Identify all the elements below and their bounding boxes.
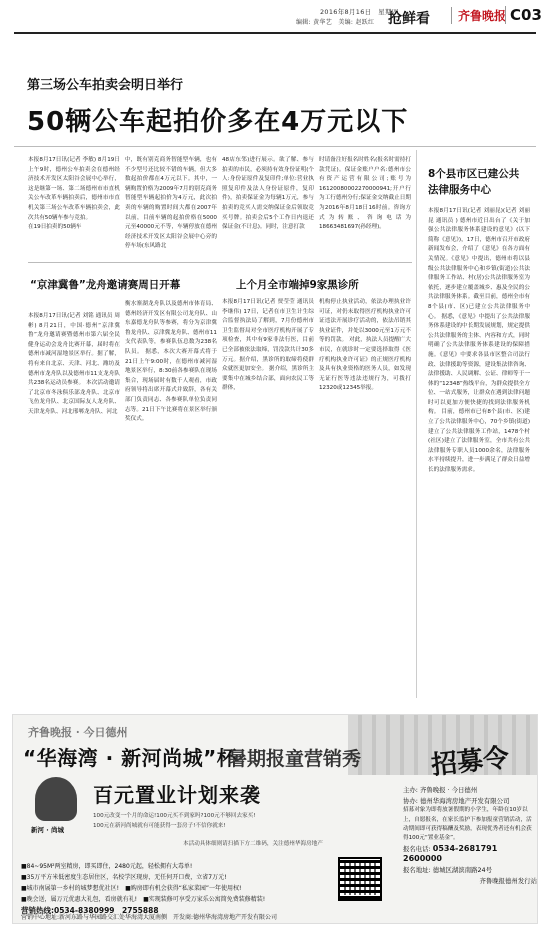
newspaper-logo: 齐鲁晚报 xyxy=(451,7,506,24)
ad-subtitle: 暑期报童营销秀 xyxy=(228,748,362,770)
story-dragonboat-col1: 本报8月17日讯(记者 刘铭 通讯员 周彬) 8月21日，中国·德州“京津冀鲁”龙舟邀请赛暨德州市第六届全民健身运动会龙舟比赛开幕，届时将在德州市减河湿地景区举行。据了解，将有来自北京、天津、河北、潍坊及德州市龙舟队以及德州市11支龙舟队共238名运动员参赛。 本次活动邀请了北京市冬泳俱乐部龙舟队、北京市飞鱼龙舟队、北京国际友人龙舟队、天津龙舟队、河北邢郸龙舟队、河北 xyxy=(28,313,120,415)
issue-date: 2016年8月16日 星期四 xyxy=(320,8,399,16)
ad-address: 报名地址: 德城区湖滨南路24号 xyxy=(403,866,493,874)
story-dragonboat-title: “京津冀鲁”龙舟邀请赛周日开幕 xyxy=(30,279,181,291)
editor-credits: 编辑: 黄华艺 美编: 赵跃红 xyxy=(296,19,375,26)
ad-recruit-label: 招募令 xyxy=(429,742,511,781)
qr-code-icon xyxy=(338,857,382,901)
lead-column-4: 时请备注好报名时姓名(报名时需持打款凭证)。保证金账户户名:德州市公有资产运营有限公司;账号为16120080002270000941;开户行为工行德州分行;保证金交纳截止日期为2016年8月18日16时前。咨询方式为转账、咨询电话为18663481697(孙经理)。 xyxy=(319,157,411,231)
header-rule xyxy=(14,32,536,34)
story-legal-title: 8个县市区已建公共法律服务中心 xyxy=(428,168,520,196)
list-item: ■35万平方米低密度生态居住区，名校学区现房，无任何开口费，立省7万元! xyxy=(21,874,227,881)
page-header xyxy=(0,0,550,36)
advertisement xyxy=(12,714,538,924)
column-divider xyxy=(416,150,417,698)
ad-brand: 齐鲁晚报 · 今日德州 xyxy=(28,726,128,739)
story-clinic-col1: 本报8月17日讯(记者 贾莹莹 通讯员 李继伟) 17日，记者在市卫生计生综合监督执法局了解到，7月份德州市卫生监督局对全市医疗机构开展了专项检查，其中有9家非法行医，目前已全部被依法取缔，罚没款共计30多万元。据介绍，黑诊所的取缔将使群众就医更加安全。 据介绍，黑诊所主要集中在城乡结合部，面向农民工等群体， xyxy=(222,299,314,392)
ad-hotline: 营销热线:0534-8380999 2755888 xyxy=(21,906,159,915)
ad-fine-line-1: 100元改变一个月的命运!100元买不到家吗?100元不够回去家买! xyxy=(93,813,256,819)
story-clinic-title: 上个月全市端掉9家黑诊所 xyxy=(236,279,359,291)
page-number: C03 xyxy=(505,6,542,24)
lead-column-1 xyxy=(28,156,120,252)
ad-title: “华海湾 · 新河尚城”杯 xyxy=(23,746,238,770)
ad-description: 招募对象为即将放暑假期的小学生，年龄在10岁以上，自愿报名，在家长监护下参加报童营销活动，活动期间即可获得稿酬及奖励，表现优秀者还有机会获得100元“置业基金”。 xyxy=(403,807,532,842)
ad-feature-list xyxy=(21,861,331,916)
developer-logo-text: 新河 · 尚城 xyxy=(31,826,64,834)
section-rule xyxy=(28,262,412,263)
lead-headline: 50辆公车起拍价多在4万元以下 xyxy=(27,107,409,137)
lead-col1-para1: 本报8月17日讯(记者 李敏) 8月19日上午9时，德州公车拍卖会在德州经济技术开发区太阳谷会展中心举行，这是继第一场、第二场德州市市直机关公车改革车辆拍卖后，德州市市直机关第三场公车改革车辆拍卖会，此次共有50辆车参与竞拍。 xyxy=(28,157,120,221)
lead-column-2: 中，既有别克商务智能型车辆，也有不少型号还比较不错的车辆，但大多数起拍价都在4万元以下。其中，一辆购置价格为2009年7月的别克商务智能型车辆起拍价为4万元，此次拍卖的车辆的购置时间大都在2007年以前，目前车辆的起拍价格在5000元至40000元不等，车辆停放在德州经济技术开发区太阳谷会展中心旁的停车场(东风路北 xyxy=(125,157,217,250)
ad-fine-line-3: 本活动具体细则请扫描下方二维码，关注德州华海房地产 xyxy=(183,841,323,847)
lead-col1-para2: 在19日拍卖的50辆车 xyxy=(28,224,82,231)
lead-column-3: 48店东邻)进行展示。欲了解、参与拍卖的市民，必须持有效身份证明(个人:身份证原件及复印件;单位:营业执照复印件及法人身份证原件，复印件)，拍卖保证金为每辆1万元，参与拍卖的竞买人需交纳保证金后领取竞买号牌。拍卖会后5个工作日内退还保证金(不计息)。同时，注意打款 xyxy=(222,157,314,231)
section-name: 抢鲜看 xyxy=(388,11,430,27)
story-clinic-col2: 机构停止执业活动，依法办理执业许可证，对仍未取得医疗机构执业许可证违法开展诊疗活动的，依法吊销其执业证件，并处以3000元至1万元不等的罚款。 对此，执法人员提醒广大市民，在就诊时一定要选择取得《医疗机构执业许可证》的正规医疗机构及具有执业资格的医务人员，如发现无证行医等违法违规行为，可拨打12320或12345举报。 xyxy=(319,299,411,392)
list-item: ■晚会送，属万元优惠大礼包，看房就有礼! ■实现装修可享受万家乐公寓简免费装修精装! xyxy=(21,896,266,903)
ad-fine-line-2: 100元在新河尚城就有可能获得一套房子!不信你就来! xyxy=(93,823,226,829)
ad-phone-label: 报名电话: xyxy=(403,844,431,853)
ad-address-2: 齐鲁晚报德州发行站 xyxy=(479,876,537,885)
list-item: ■84~95M²两室精房，即买即住，2480元起，轻松拥有大毒单! xyxy=(21,863,193,870)
list-item: ■城市南展第一乡村的城梦想优社区! ■购房即有机会获得“私家菜园”一年使用权! xyxy=(21,885,242,892)
ad-host: 主办: 齐鲁晚报 · 今日德州 xyxy=(403,786,478,794)
lead-kicker: 第三场公车拍卖会明日举行 xyxy=(27,78,184,93)
ad-coorganizer: 协办: 德州华海湾房地产开发有限公司 xyxy=(403,796,510,805)
ad-phone: 0534-2681791 2600000 xyxy=(403,843,498,864)
ad-plan-title: 百元置业计划来袭 xyxy=(93,783,261,807)
story-legal-body: 本报8月17日讯(记者 刘丽昆)(记者 刘丽昆 通讯员 ) 德州市近日出台了《关于加强公共法律服务体系建设的意见》(以下简称《意见》)，17日，德州市召开市政府新闻发布会，介绍了《意见》在各方面有关情况。《意见》中提出，德州市将以县级公共法律服务中心和乡镇(街道)公共法律服务工作站、村(居)公共法律服务室为依托，逐步建立覆盖城乡、惠及全民的公共法律服务体系。截至目前，德州全市有8个县(市、区)已建立公共法律服务中心。 据悉，《意见》中提出了公共法律服务体系建设的中长期发展规划，规定提供公共法律服务的主体、内容和方式，同时明确了公共法律服务体系建设的保障措施。《意见》中要求各县市区整合司法行政、法律援助等资源，建设集法律咨询、法律援助、人民调解、公证、律师等于一体的“12348”热线平台，为群众提供全方位、一站式服务，让群众在遇到法律问题时可以更加方便快捷的找到法律服务机构。 目前，德州市已有8个县(市、区)建立了公共法律服务中心，70个乡镇(街道)建立了公共法律服务工作站，1478个村(社区)建立了法律服务室，全市共有公共法律服务专职人员1000余名，法律服务水平持续提升，进一步满足了群众日益增长的法律服务需求。 xyxy=(428,208,530,474)
story-dragonboat-col2: 衡水寨湖龙舟队以及德州市体育局、德州经济开发区有限公司龙舟队、山东嘉德龙舟队等参赛，将分为京津冀鲁龙舟队、京津冀龙舟队、德州市11支代表队等，参赛队伍总数为238名队员。 据悉，本次大赛开幕式将于21日上午9:00时，在德州市减河湿地景区举行，8:30前各参赛队在现场集合，现场届时有数千人观看，市政府领导将出席开幕式并致辞，各有关部门负责同志、各参赛队单位负责同志等。21日下午比赛将在景区举行颁奖仪式。 xyxy=(125,301,217,423)
developer-logo-icon xyxy=(35,777,77,821)
ad-info-block xyxy=(403,785,537,886)
ad-footer-address: 营销中心地址:新河东路与华园路交汇处华海湾大厦南侧 开发商:德州华海湾房地产开发有限公司 xyxy=(21,914,278,921)
headline-rule xyxy=(14,146,536,147)
